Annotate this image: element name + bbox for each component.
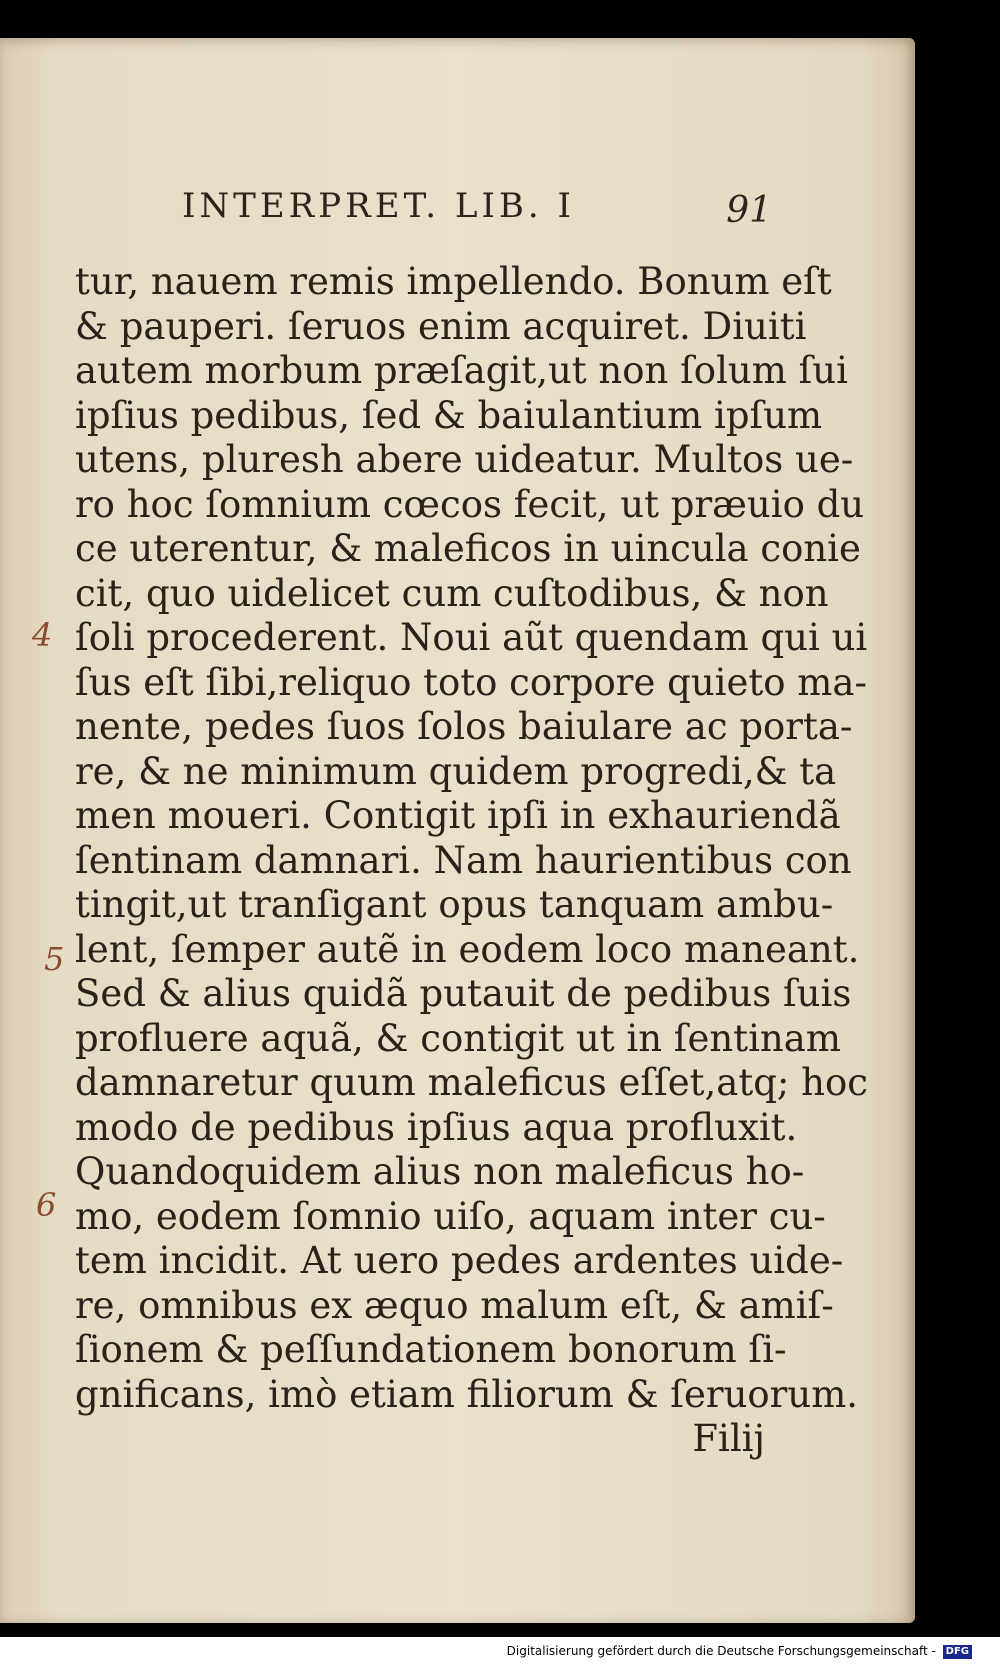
text-line: Quandoquidem alius non maleficus ho-: [75, 1150, 805, 1193]
text-line: modo de pedibus ipſius aqua profluxit.: [75, 1105, 798, 1149]
text-line: ro hoc ſomnium cœcos fecit, ut præuio du: [75, 482, 865, 526]
text-line: nente, pedes ſuos ſolos baiulare ac porta-: [75, 705, 853, 748]
text-line: gnificans, imò etiam filiorum & ſeruorum.: [75, 1372, 859, 1416]
text-line: tem incidit. At uero pedes ardentes uide-: [75, 1239, 844, 1282]
dfg-logo: DFG: [943, 1645, 972, 1659]
text-line: & pauperi. ſeruos enim acquiret. Diuiti: [75, 304, 807, 348]
text-line: lent, ſemper autẽ in eodem loco maneant.: [75, 927, 860, 971]
digitization-footer: [0, 1637, 1000, 1665]
text-line: profluere aquã, & contigit ut in ſentinam: [75, 1016, 841, 1060]
page-header: [182, 186, 782, 236]
text-line: tur, nauem remis impellendo. Bonum eſt: [75, 260, 832, 303]
text-line: ipſius pedibus, ſed & baiulantium ipſum: [75, 393, 823, 437]
body-text: [75, 260, 868, 1462]
margin-note: 6: [36, 1186, 57, 1224]
text-line: damnaretur quum maleficus eſſet,atq; hoc: [75, 1061, 868, 1104]
margin-note: 5: [44, 940, 65, 978]
book-page: [0, 38, 915, 1623]
text-line: ſentinam damnari. Nam haurientibus con: [75, 838, 852, 882]
text-line: Sed & alius quidã putauit de pedibus ſuis: [75, 972, 852, 1015]
text-line: ſionem & peſſundationem bonorum ſi-: [75, 1328, 787, 1371]
text-line: utens, pluresh abere uideatur. Multos ue-: [75, 438, 854, 481]
text-line: autem morbum præſagit,ut non ſolum ſui: [75, 349, 848, 392]
text-line: men moueri. Contigit ipſi in exhauriendã: [75, 794, 841, 837]
catchword: Filij: [692, 1417, 765, 1460]
margin-note: 4: [32, 616, 53, 654]
text-line: mo, eodem ſomnio uiſo, aquam inter cu-: [75, 1194, 826, 1238]
text-line: re, omnibus ex æquo malum eſt, & amiſ-: [75, 1283, 834, 1327]
text-line: cit, quo uidelicet cum cuſtodibus, & non: [75, 571, 829, 615]
folio-number: 91: [726, 190, 772, 231]
text-line: ce uterentur, & maleficos in uincula conie: [75, 527, 861, 570]
footer-credit: Digitalisierung gefördert durch die Deutsche Forschungsgemeinschaft -: [506, 1644, 936, 1658]
text-line: re, & ne minimum quidem progredi,& ta: [75, 749, 837, 793]
running-title: INTERPRET. LIB. I: [182, 186, 575, 226]
text-line: tingit,ut tranſigant opus tanquam ambu-: [75, 883, 834, 926]
text-line: ſus eſt ſibi,reliquo toto corpore quieto ma-: [75, 660, 867, 704]
text-line: ſoli procederent. Noui aũt quendam qui ui: [75, 616, 868, 659]
